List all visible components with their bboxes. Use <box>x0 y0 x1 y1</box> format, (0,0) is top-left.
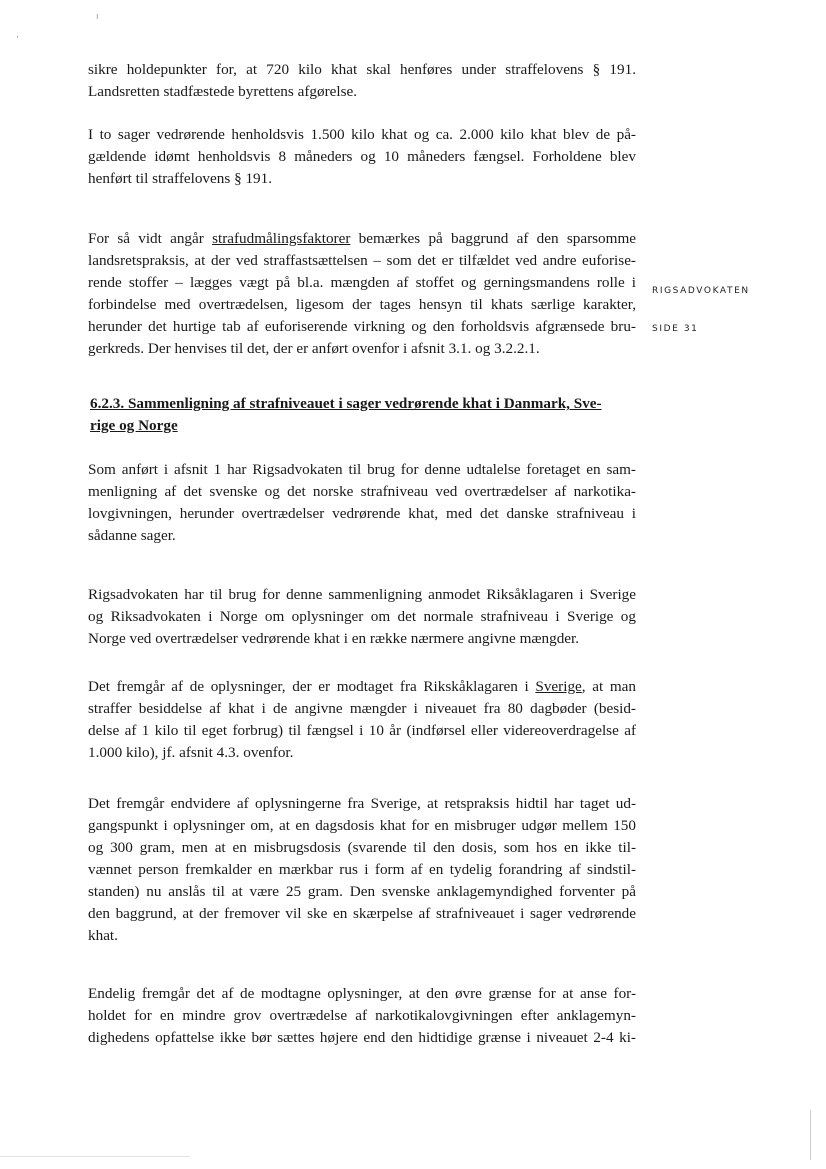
text-line: henført til straffelovens § 191. <box>88 170 273 187</box>
underlined-term: Sverige <box>535 678 582 695</box>
text-line: dighedens opfattelse ikke bør sættes højere end den hidtidige grænse i niveauet 2-4 ki- <box>88 1029 636 1046</box>
text-run: bemærkes på baggrund af den sparsomme <box>350 230 636 247</box>
paragraph-4 <box>88 459 636 547</box>
text-line: forbindelse med overtrædelsen, ligesom der tages hensyn til khats særlige karakter, <box>88 296 636 313</box>
text-line: og 300 gram, men at en misbrugsdosis (svarende til den dosis, som hos en ikke til- <box>88 839 636 856</box>
text-line: delse af 1 kilo til eget forbrug) til fængsel i 10 år (indførsel eller videreoverdragelse af <box>88 722 636 739</box>
paragraph-7 <box>88 793 636 947</box>
text-line <box>88 228 636 250</box>
scan-edge-line <box>810 1110 811 1160</box>
heading-line: rige og Norge <box>90 417 178 434</box>
text-line: gerkreds. Der henvises til det, der er anført ovenfor i afsnit 3.1. og 3.2.2.1. <box>88 340 540 357</box>
heading-line: 6.2.3. Sammenligning af strafniveauet i sager vedrørende khat i Danmark, Sve- <box>90 395 602 412</box>
text-line: I to sager vedrørende henholdsvis 1.500 kilo khat og ca. 2.000 kilo khat blev de på- <box>88 126 636 143</box>
paragraph-1 <box>88 59 636 103</box>
text-line: 1.000 kilo), jf. afsnit 4.3. ovenfor. <box>88 744 294 761</box>
text-line: holdet for en mindre grov overtrædelse af narkotikalovgivningen efter anklagemyn- <box>88 1007 636 1024</box>
text-line: lovgivningen, herunder overtrædelser vedrørende khat, med det danske strafniveau i <box>88 505 636 522</box>
text-line: rende stoffer – lægges vægt på bl.a. mængden af stoffet og gerningsmandens rolle i <box>88 274 636 291</box>
text-line: og Riksadvokaten i Norge om oplysninger om det normale strafniveau i Sverige og <box>88 608 636 625</box>
paragraph-8 <box>88 983 636 1049</box>
text-line: khat. <box>88 927 118 944</box>
text-run: For så vidt angår <box>88 230 213 247</box>
text-run: , at man <box>581 678 636 695</box>
scan-artifact: ı <box>96 12 99 22</box>
paragraph-3 <box>88 228 636 360</box>
text-line: sikre holdepunkter for, at 720 kilo khat skal henføres under straffelovens § 191. <box>88 61 636 78</box>
paragraph-5 <box>88 584 636 650</box>
scan-edge-line <box>0 1156 190 1157</box>
underlined-term: strafudmålingsfaktorer <box>212 230 351 247</box>
text-line: landsretspraksis, at der ved straffastsættelsen – som det er tilfældet ved andre euforise- <box>88 252 636 269</box>
text-line: den baggrund, at der fremover vil ske en skærpelse af strafniveauet i sager vedrørende <box>88 905 636 922</box>
text-line: Endelig fremgår det af de modtagne oplysninger, at den øvre grænse for at anse for- <box>88 985 636 1002</box>
text-line: Som anført i afsnit 1 har Rigsadvokaten til brug for denne udtalelse foretaget en sam- <box>88 461 636 478</box>
text-run: Det fremgår af de oplysninger, der er modtaget fra Rikskåklagaren i <box>88 678 536 695</box>
section-heading <box>90 393 630 437</box>
text-line: gældende idømt henholdsvis 8 måneders og 10 måneders fængsel. Forholdene blev <box>88 148 636 165</box>
text-line: herunder det hurtige tab af euforiserende virkning og den forholdsvis afgrænsede bru- <box>88 318 636 335</box>
text-line: straffer besiddelse af khat i de angivne mængder i niveauet fra 80 dagbøder (besid- <box>88 700 636 717</box>
scan-artifact: ‚ <box>16 30 19 40</box>
paragraph-6 <box>88 676 636 764</box>
text-line: standen) nu anslås til at være 25 gram. Den svenske anklagemyndighed forventer på <box>88 883 636 900</box>
sidebar-org-name: RIGSADVOKATEN <box>652 286 750 296</box>
text-line: Det fremgår endvidere af oplysningerne fra Sverige, at retspraksis hidtil har taget ud- <box>88 795 636 812</box>
text-line: Rigsadvokaten har til brug for denne sammenligning anmodet Riksåklagaren i Sverige <box>88 586 636 603</box>
text-line: menligning af det svenske og det norske strafniveau ved overtrædelser af narkotika- <box>88 483 636 500</box>
text-line: vænnet person fremkalder en mærkbar rus i form af en tydelig forandring af sindstil- <box>88 861 636 878</box>
text-line: gangspunkt i oplysninger om, at en dagsdosis khat for en misbruger udgør mellem 150 <box>88 817 636 834</box>
sidebar-page-number: SIDE 31 <box>652 324 699 334</box>
text-line: Norge ved overtrædelser vedrørende khat i en række nærmere angivne mængder. <box>88 630 580 647</box>
text-line: Landsretten stadfæstede byrettens afgørelse. <box>88 83 358 100</box>
text-line: sådanne sager. <box>88 527 176 544</box>
paragraph-2 <box>88 124 636 190</box>
text-line <box>88 676 636 698</box>
